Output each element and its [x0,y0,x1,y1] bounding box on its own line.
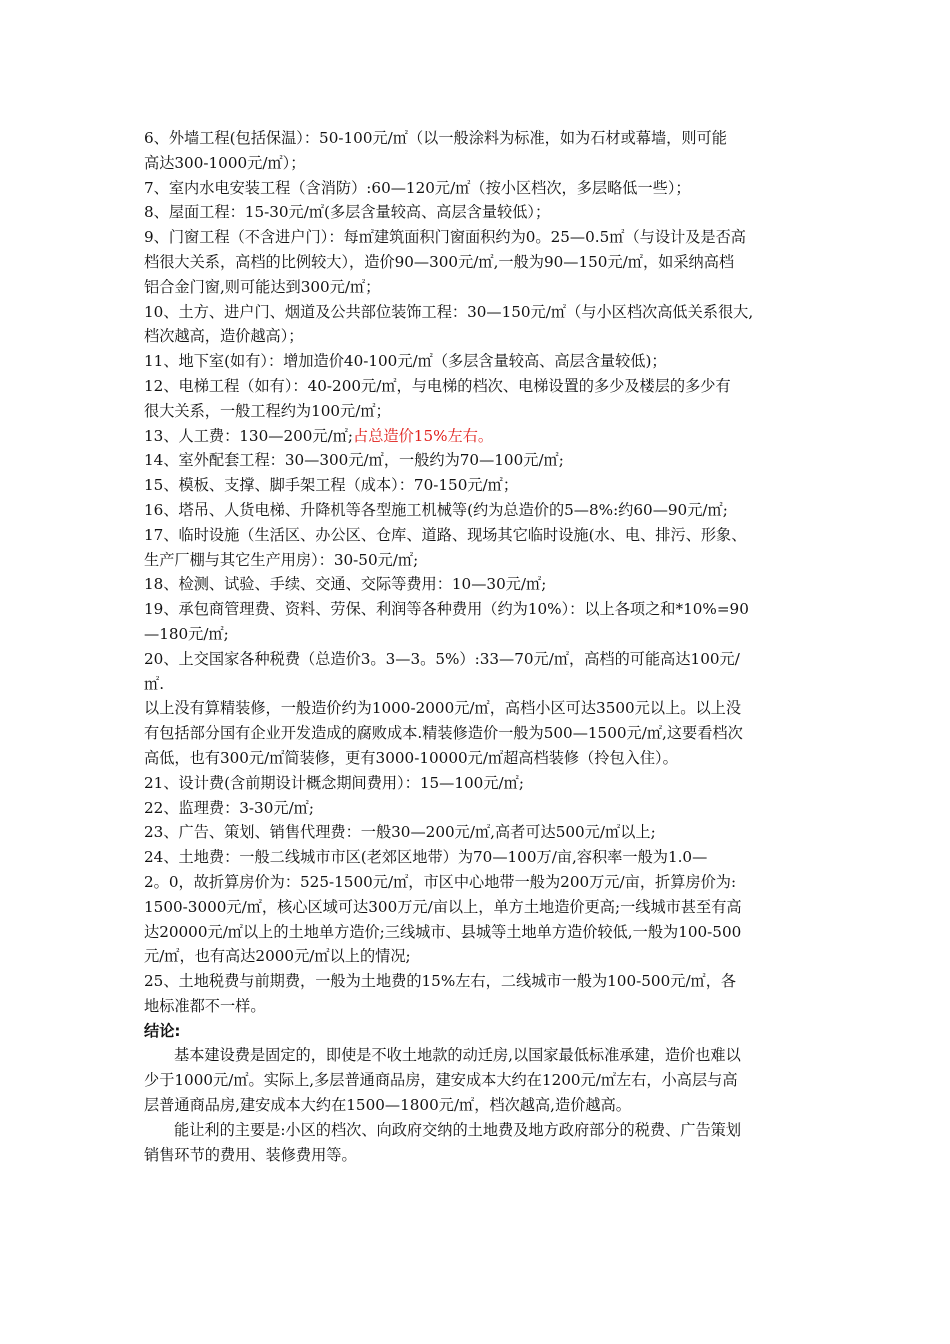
text-line: 1500-3000元/㎡，核心区域可达300万元/亩以上，单方土地造价更高;一线城市甚至有高 [144,897,742,916]
text-line: 档次越高，造价越高）； [144,327,304,346]
labor-cost-line [144,424,809,449]
text-line: 有包括部分国有企业开发造成的腐败成本.精装修造价一般为500—1500元/㎡,这要看档次 [144,724,743,743]
conclusion-line: 层普通商品房,建安成本大约在1500—1800元/㎡，档次越高,造价越高。 [144,1096,631,1115]
text-line: 很大关系，一般工程约为100元/㎡； [144,401,391,420]
text-line: 19、承包商管理费、资料、劳保、利润等各种费用（约为10%）：以上各项之和*10%=90 [144,600,749,619]
conclusion-heading: 结论: [144,1021,181,1040]
text-line: 17、临时设施（生活区、办公区、仓库、道路、现场其它临时设施(水、电、排污、形象、 [144,525,747,544]
text-line: 达20000元/㎡以上的土地单方造价;三线城市、县城等土地单方造价较低,一般为100-500 [144,922,742,941]
text-line: —180元/㎡; [144,624,229,643]
final-line: 能让利的主要是:小区的档次、向政府交纳的土地费及地方政府部分的税费、广告策划 [174,1120,742,1139]
labor-cost-text: 13、人工费：130—200元/㎡; [144,426,354,445]
text-line: 14、室外配套工程：30—300元/㎡，一般约为70—100元/㎡; [144,451,564,470]
text-line: 地标准都不一样。 [144,996,266,1015]
text-line: 22、监理费：3-30元/㎡; [144,798,314,817]
text-line: 24、土地费：一般二线城市市区(老郊区地带）为70—100万/亩,容积率一般为1.0— [144,848,708,867]
text-line: 生产厂棚与其它生产用房）：30-50元/㎡; [144,550,419,569]
text-line: 18、检测、试验、手续、交通、交际等费用：10—30元/㎡; [144,575,547,594]
text-line: 元/㎡，也有高达2000元/㎡以上的情况; [144,947,411,966]
text-line: 11、地下室(如有）：增加造价40-100元/㎡（多层含量较高、高层含量较低)； [144,352,667,371]
text-line: 16、塔吊、人货电梯、升降机等各型施工机械等(约为总造价的5—8%:约60—90元/㎡; [144,500,728,519]
document-page [144,126,809,1167]
text-line: 10、土方、进户门、烟道及公共部位装饰工程：30—150元/㎡（与小区档次高低关系很大, [144,302,754,321]
text-line: 9、门窗工程（不含进户门）：每㎡建筑面积门窗面积约为0。25—0.5㎡（与设计及是否高 [144,228,746,247]
text-line: 高达300-1000元/㎡）； [144,153,306,172]
text-line: 20、上交国家各种税费（总造价3。3—3。5%）:33—70元/㎡，高档的可能高达100元/ [144,649,740,668]
text-line: 2。0，故折算房价为：525-1500元/㎡，市区中心地带一般为200万元/亩，折算房价为: [144,872,737,891]
text-line: 8、屋面工程：15-30元/㎡(多层含量较高、高层含量较低）； [144,203,551,222]
text-line: 铝合金门窗,则可能达到300元/㎡； [144,277,381,296]
labor-cost-highlight: 占总造价15%左右。 [353,426,494,445]
text-line: 25、土地税费与前期费，一般为土地费的15%左右，二线城市一般为100-500元/㎡，各 [144,972,737,991]
text-line: 21、设计费(含前期设计概念期间费用）：15—100元/㎡; [144,773,524,792]
text-line: 15、模板、支撑、脚手架工程（成本）：70-150元/㎡； [144,476,519,495]
text-line: 6、外墙工程(包括保温）：50-100元/㎡（以一般涂料为标准，如为石材或幕墙，则可能 [144,129,727,147]
final-line: 销售环节的费用、装修费用等。 [144,1145,357,1164]
text-line: ㎡. [144,674,165,693]
text-line: 23、广告、策划、销售代理费：一般30—200元/㎡,高者可达500元/㎡以上; [144,823,656,842]
conclusion-line: 基本建设费是固定的，即使是不收土地款的动迁房,以国家最低标准承建，造价也难以 [174,1046,741,1065]
text-line: 12、电梯工程（如有）：40-200元/㎡，与电梯的档次、电梯设置的多少及楼层的多少有 [144,376,731,395]
text-line: 档很大关系，高档的比例较大），造价90—300元/㎡,一般为90—150元/㎡，如采纳高档 [144,252,735,271]
conclusion-line: 少于1000元/㎡。实际上,多层普通商品房，建安成本大约在1200元/㎡左右，小高层与高 [144,1071,738,1090]
text-line: 以上没有算精装修，一般造价约为1000-2000元/㎡，高档小区可达3500元以上。以上没 [144,699,742,718]
text-line: 7、室内水电安装工程（含消防）:60—120元/㎡（按小区档次，多层略低一些）； [144,178,691,197]
text-line: 高低，也有300元/㎡简装修，更有3000-10000元/㎡超高档装修（拎包入住）。 [144,748,678,767]
